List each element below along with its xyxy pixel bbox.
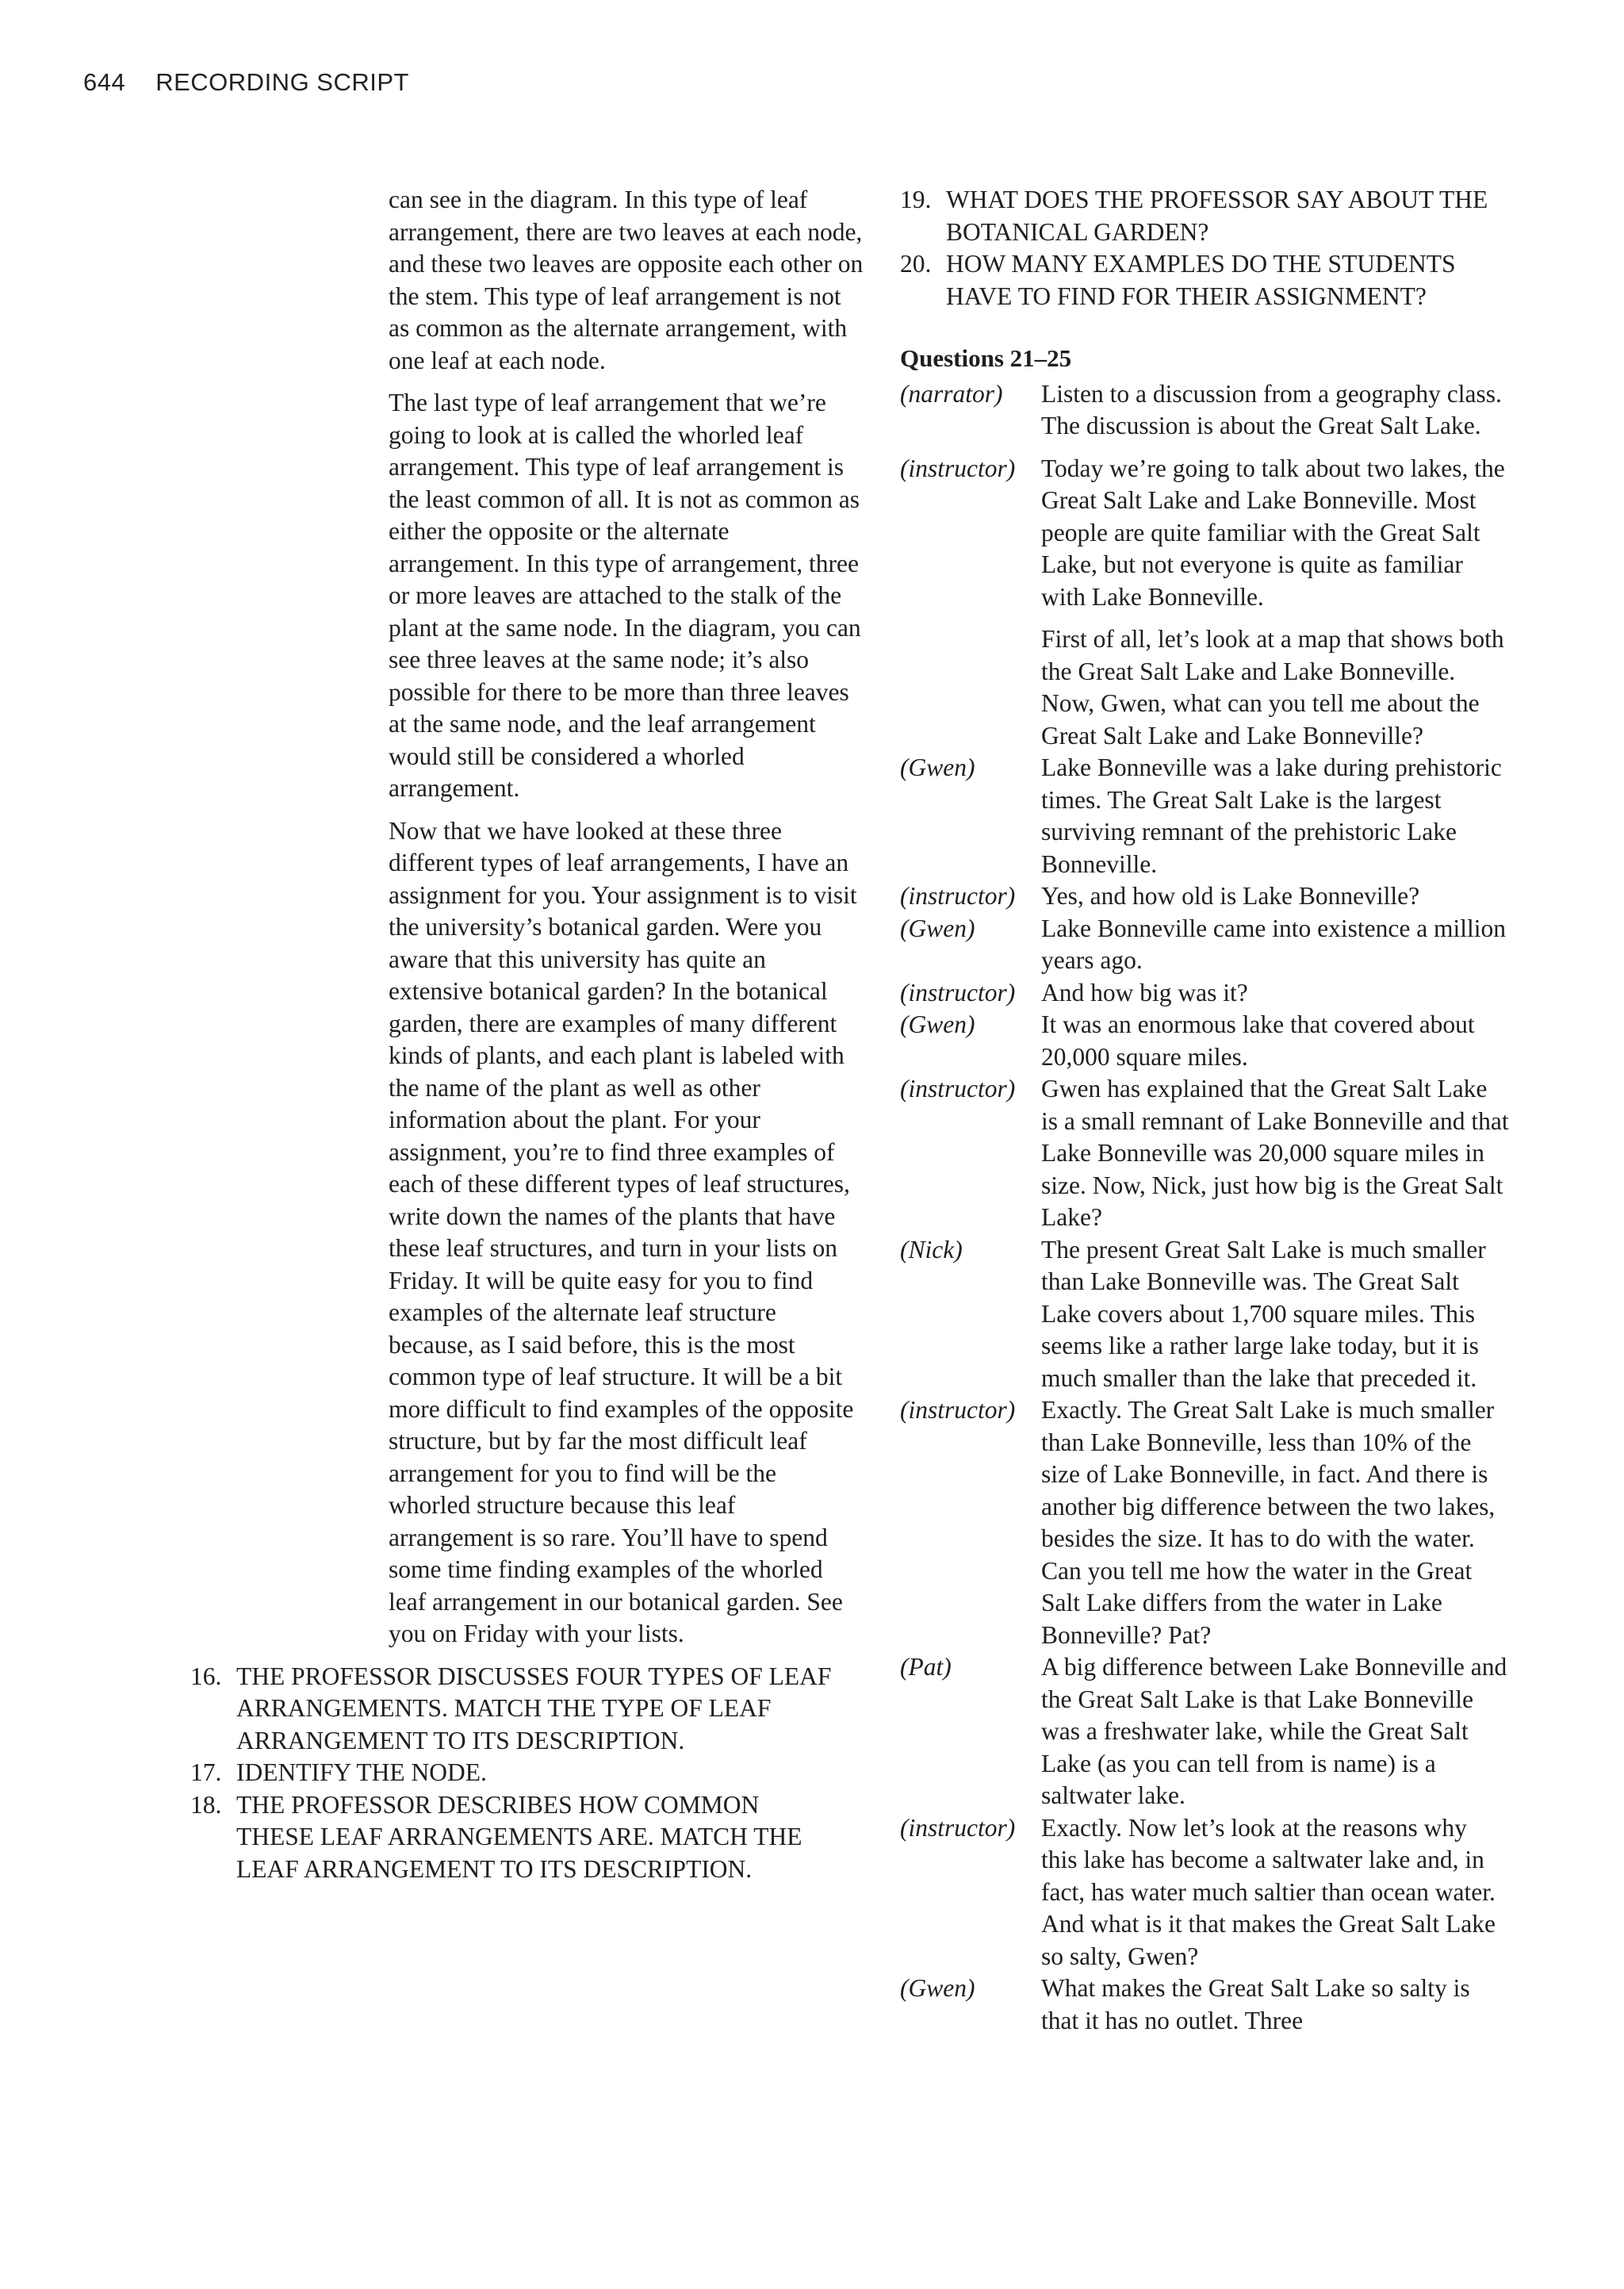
speaker-label: (instructor) <box>900 882 1016 910</box>
dialogue-text: Exactly. The Great Salt Lake is much smaller than Lake Bonneville, less than 10% of the size of Lake Bonneville, in fact. And there is another big difference between the two lakes, besides the size. It has to do with the water. Can you tell me how the water in the Great Salt Lake differs from the water in Lake Bonneville? Pat? <box>1041 1396 1496 1649</box>
question-text: THE PROFESSOR DESCRIBES HOW COMMON THESE LEAF ARRANGEMENTS ARE. MATCH THE LEAF ARRANGEMENT TO ITS DESCRIPTION. <box>236 1790 802 1883</box>
question-number: 20. <box>900 250 932 278</box>
dialogue-text: Gwen has explained that the Great Salt Lake is a small remnant of Lake Bonneville and that Lake Bonneville was 20,000 square miles in size. Now, Nick, just how big is the Great Salt Lake? <box>1041 1075 1509 1231</box>
dialogue-text: First of all, let’s look at a map that shows both the Great Salt Lake and Lake Bonneville. Now, Gwen, what can you tell me about the Great Salt Lake and Lake Bonneville? <box>1041 625 1504 750</box>
dialogue-turn <box>900 1073 1590 1234</box>
dialogue-turn <box>900 1234 1590 1395</box>
dialogue-turn <box>900 453 1590 614</box>
lecture-paragraph: The last type of leaf arrangement that we’re going to look at is called the whorled leaf arrangement. This type of leaf arrangement is the least common of all. It is not as common as either the opposite or the alternate arrangement. In this type of arrangement, three or more leaves are attached to the stalk of the plant at the same node. In the diagram, you can see three leaves at the same node; it’s also possible for there to be more than three leaves at the same node, and the leaf arrangement would still be considered a whorled arrangement. <box>389 389 861 802</box>
question-number: 16. <box>190 1662 222 1690</box>
lecture-paragraph: can see in the diagram. In this type of leaf arrangement, there are two leaves at each node, and these two leaves are opposite each other on the stem. This type of leaf arrangement is not as common as the alternate arrangement, with one leaf at each node. <box>389 186 864 374</box>
question-text: THE PROFESSOR DISCUSSES FOUR TYPES OF LEAF ARRANGEMENTS. MATCH THE TYPE OF LEAF ARRANGEMENT TO ITS DESCRIPTION. <box>236 1662 832 1754</box>
dialogue-turn <box>900 623 1590 752</box>
speaker-label: (instructor) <box>900 1396 1016 1424</box>
question-text: IDENTIFY THE NODE. <box>236 1758 487 1786</box>
speaker-label: (Gwen) <box>900 1010 975 1038</box>
dialogue-turn <box>900 1973 1590 2037</box>
page-header <box>83 68 409 97</box>
speaker-label: (Gwen) <box>900 753 975 781</box>
question-number: 19. <box>900 186 932 213</box>
dialogue-turn <box>900 752 1590 880</box>
page-number: 644 <box>83 68 126 96</box>
dialogue-turn <box>900 1812 1590 1973</box>
section-heading: Questions 21–25 <box>900 344 1072 372</box>
dialogue-text: It was an enormous lake that covered about 20,000 square miles. <box>1041 1010 1475 1071</box>
dialogue-text: A big difference between Lake Bonneville and the Great Salt Lake is that Lake Bonneville was a freshwater lake, while the Great Salt Lake (as you can tell from is name) is a saltwater lake. <box>1041 1653 1507 1809</box>
left-column <box>190 184 880 1885</box>
lecture-paragraph: Now that we have looked at these three different types of leaf arrangements, I have an assignment for you. Your assignment is to visit the university’s botanical garden. Were you aware that this university has quite an extensive botanical garden? In the botanical garden, there are examples of many different kinds of plants, and each plant is labeled with the name of the plant as well as other information about the plant. For your assignment, you’re to find three examples of each of these different types of leaf structures, write down the names of the plants that have these leaf structures, and turn in your lists on Friday. It will be quite easy for you to find examples of the alternate leaf structure because, as I said before, this is the most common type of leaf structure. It will be a bit more difficult to find examples of the opposite structure, but by far the most difficult leaf arrangement for you to find will be the whorled structure because this leaf arrangement is so rare. You’ll have to spend some time finding examples of the whorled leaf arrangement in our botanical garden. See you on Friday with your lists. <box>389 816 857 1647</box>
question-number: 18. <box>190 1790 222 1819</box>
dialogue-text: Listen to a discussion from a geography class. The discussion is about the Great Salt Lake. <box>1041 379 1502 439</box>
dialogue-turn <box>900 913 1590 977</box>
dialogue-turn <box>900 378 1590 443</box>
speaker-label: (Pat) <box>900 1653 952 1681</box>
question-number: 17. <box>190 1758 222 1786</box>
speaker-label: (instructor) <box>900 1075 1016 1102</box>
dialogue-turn <box>900 1651 1590 1812</box>
question-text: WHAT DOES THE PROFESSOR SAY ABOUT THE BOTANICAL GARDEN? <box>946 186 1488 246</box>
speaker-label: (Gwen) <box>900 1974 975 2002</box>
question-item <box>900 184 1590 248</box>
dialogue-text: Yes, and how old is Lake Bonneville? <box>1041 882 1420 910</box>
speaker-label: (instructor) <box>900 1813 1016 1842</box>
question-item <box>900 248 1590 312</box>
dialogue-turn <box>900 1394 1590 1651</box>
dialogue-turn <box>900 880 1590 913</box>
dialogue-text: The present Great Salt Lake is much smaller than Lake Bonneville was. The Great Salt Lake covers about 1,700 square miles. This seems like a rather large lake today, but it is much smaller than the lake that preceded it. <box>1041 1235 1486 1392</box>
dialogue-text: What makes the Great Salt Lake so salty is that it has no outlet. Three <box>1041 1974 1470 2034</box>
dialogue-text: Lake Bonneville came into existence a million years ago. <box>1041 914 1507 974</box>
speaker-label: (Nick) <box>900 1235 963 1263</box>
speaker-label: (narrator) <box>900 379 1003 408</box>
question-text: HOW MANY EXAMPLES DO THE STUDENTS HAVE TO FIND FOR THEIR ASSIGNMENT? <box>946 250 1456 310</box>
dialogue-text: Lake Bonneville was a lake during prehistoric times. The Great Salt Lake is the largest surviving remnant of the prehistoric Lake Bonneville. <box>1041 753 1502 878</box>
question-item <box>190 1757 880 1789</box>
running-title: RECORDING SCRIPT <box>155 68 409 96</box>
question-item <box>190 1789 880 1886</box>
dialogue-text: And how big was it? <box>1041 978 1248 1006</box>
right-column <box>900 184 1590 2037</box>
question-item <box>190 1661 880 1758</box>
dialogue-turn <box>900 977 1590 1010</box>
dialogue-turn <box>900 1009 1590 1073</box>
dialogue-text: Today we’re going to talk about two lakes, the Great Salt Lake and Lake Bonneville. Most people are quite familiar with the Great Salt Lake, but not everyone is quite as familiar with Lake Bonneville. <box>1041 454 1505 611</box>
speaker-label: (instructor) <box>900 454 1016 482</box>
speaker-label: (Gwen) <box>900 914 975 942</box>
dialogue-text: Exactly. Now let’s look at the reasons why this lake has become a saltwater lake and, in fact, has water much saltier than ocean water. And what is it that makes the Great Salt Lake so salty, Gwen? <box>1041 1813 1496 1970</box>
speaker-label <box>900 623 1041 752</box>
speaker-label: (instructor) <box>900 978 1016 1006</box>
